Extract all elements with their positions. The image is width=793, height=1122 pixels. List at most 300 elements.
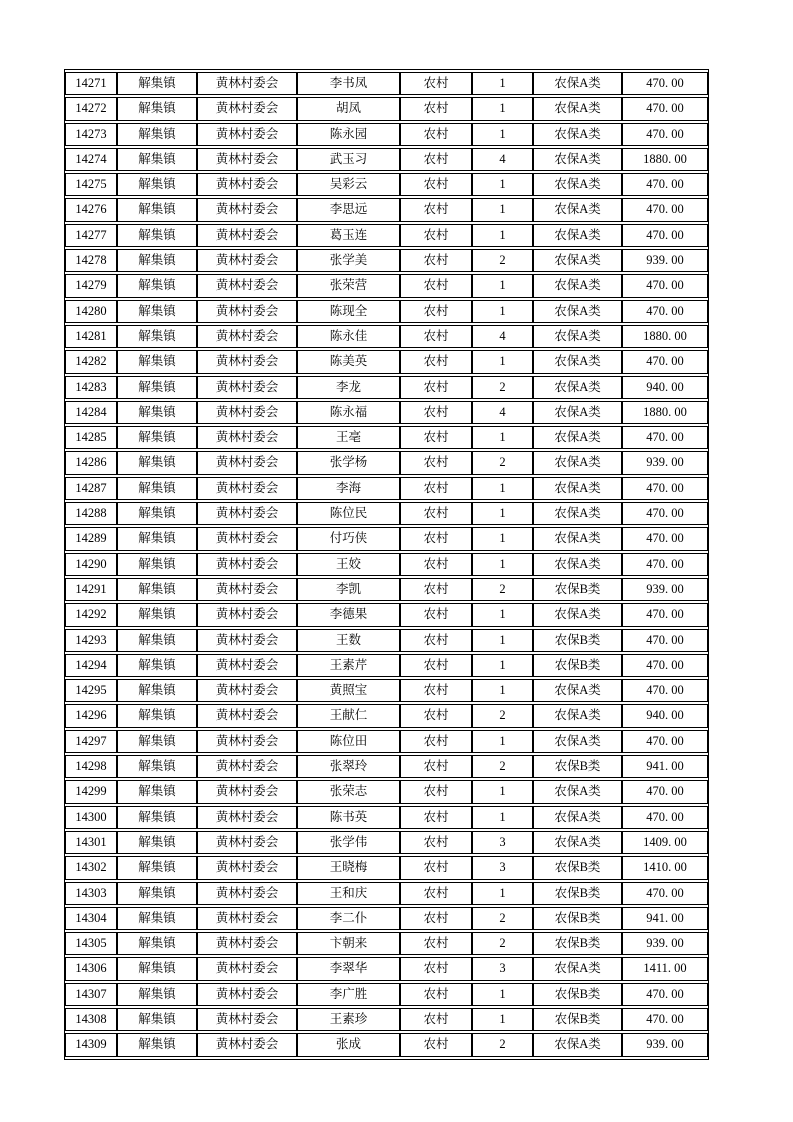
cell-serial-number: 14297 [65,730,117,753]
cell-person-count: 2 [472,578,533,601]
cell-village-committee: 黄林村委会 [197,72,297,95]
cell-amount: 939. 00 [622,932,708,955]
cell-serial-number: 14293 [65,629,117,652]
table-row [65,553,708,576]
cell-insurance-type: 农保A类 [533,1033,622,1056]
table-row [65,983,708,1006]
table-row [65,679,708,702]
cell-residence-category: 农村 [400,806,472,829]
cell-serial-number: 14307 [65,983,117,1006]
cell-person-count: 2 [472,376,533,399]
cell-village-committee: 黄林村委会 [197,578,297,601]
cell-person-name: 陈永福 [297,401,400,424]
table-row [65,527,708,550]
cell-person-name: 李凯 [297,578,400,601]
cell-amount: 941. 00 [622,755,708,778]
cell-residence-category: 农村 [400,882,472,905]
table-row [65,477,708,500]
cell-insurance-type: 农保B类 [533,578,622,601]
cell-insurance-type: 农保B类 [533,856,622,879]
cell-residence-category: 农村 [400,654,472,677]
cell-person-count: 1 [472,629,533,652]
cell-amount: 470. 00 [622,173,708,196]
cell-insurance-type: 农保A类 [533,376,622,399]
cell-village-committee: 黄林村委会 [197,1033,297,1056]
cell-serial-number: 14300 [65,806,117,829]
table-row [65,198,708,221]
cell-town: 解集镇 [117,755,197,778]
table-row [65,97,708,120]
cell-town: 解集镇 [117,451,197,474]
table-row [65,629,708,652]
cell-insurance-type: 农保A类 [533,401,622,424]
cell-person-name: 陈位民 [297,502,400,525]
cell-serial-number: 14282 [65,350,117,373]
table-row [65,882,708,905]
cell-person-count: 3 [472,957,533,980]
cell-serial-number: 14273 [65,123,117,146]
cell-serial-number: 14286 [65,451,117,474]
cell-insurance-type: 农保A类 [533,679,622,702]
cell-residence-category: 农村 [400,72,472,95]
cell-person-name: 黄照宝 [297,679,400,702]
cell-person-name: 张翠玲 [297,755,400,778]
cell-residence-category: 农村 [400,679,472,702]
cell-person-name: 王亳 [297,426,400,449]
cell-residence-category: 农村 [400,629,472,652]
cell-insurance-type: 农保B类 [533,882,622,905]
table-row [65,426,708,449]
cell-town: 解集镇 [117,527,197,550]
cell-insurance-type: 农保A类 [533,350,622,373]
cell-person-count: 2 [472,907,533,930]
cell-person-count: 1 [472,173,533,196]
cell-person-count: 1 [472,780,533,803]
cell-village-committee: 黄林村委会 [197,1008,297,1031]
cell-residence-category: 农村 [400,907,472,930]
cell-insurance-type: 农保B类 [533,907,622,930]
cell-village-committee: 黄林村委会 [197,957,297,980]
cell-person-count: 2 [472,704,533,727]
cell-person-name: 李德果 [297,603,400,626]
cell-amount: 1880. 00 [622,325,708,348]
cell-town: 解集镇 [117,502,197,525]
cell-amount: 939. 00 [622,1033,708,1056]
cell-serial-number: 14272 [65,97,117,120]
cell-serial-number: 14292 [65,603,117,626]
cell-serial-number: 14288 [65,502,117,525]
cell-insurance-type: 农保A类 [533,224,622,247]
cell-town: 解集镇 [117,401,197,424]
cell-person-count: 1 [472,730,533,753]
cell-serial-number: 14277 [65,224,117,247]
cell-serial-number: 14285 [65,426,117,449]
cell-residence-category: 农村 [400,198,472,221]
cell-person-count: 1 [472,806,533,829]
cell-person-name: 王晓梅 [297,856,400,879]
cell-residence-category: 农村 [400,249,472,272]
cell-serial-number: 14309 [65,1033,117,1056]
cell-insurance-type: 农保B类 [533,629,622,652]
cell-town: 解集镇 [117,376,197,399]
cell-person-count: 2 [472,249,533,272]
cell-person-count: 4 [472,325,533,348]
cell-insurance-type: 农保A类 [533,426,622,449]
cell-person-name: 王素珍 [297,1008,400,1031]
cell-person-count: 2 [472,451,533,474]
cell-amount: 939. 00 [622,578,708,601]
cell-village-committee: 黄林村委会 [197,730,297,753]
cell-town: 解集镇 [117,654,197,677]
cell-serial-number: 14283 [65,376,117,399]
cell-insurance-type: 农保A类 [533,451,622,474]
table-row [65,856,708,879]
cell-village-committee: 黄林村委会 [197,401,297,424]
table-row [65,173,708,196]
cell-person-count: 1 [472,274,533,297]
cell-village-committee: 黄林村委会 [197,97,297,120]
cell-insurance-type: 农保A类 [533,300,622,323]
cell-serial-number: 14275 [65,173,117,196]
cell-town: 解集镇 [117,856,197,879]
table-row [65,831,708,854]
cell-person-name: 张学杨 [297,451,400,474]
cell-village-committee: 黄林村委会 [197,325,297,348]
cell-person-count: 1 [472,350,533,373]
cell-village-committee: 黄林村委会 [197,426,297,449]
cell-person-name: 卞朝来 [297,932,400,955]
cell-insurance-type: 农保A类 [533,274,622,297]
cell-insurance-type: 农保A类 [533,173,622,196]
cell-person-count: 1 [472,198,533,221]
table-row [65,451,708,474]
cell-person-name: 李广胜 [297,983,400,1006]
cell-amount: 470. 00 [622,426,708,449]
cell-person-name: 吴彩云 [297,173,400,196]
cell-amount: 470. 00 [622,300,708,323]
cell-person-name: 李海 [297,477,400,500]
cell-village-committee: 黄林村委会 [197,831,297,854]
cell-insurance-type: 农保A类 [533,97,622,120]
cell-person-count: 2 [472,932,533,955]
table-row [65,780,708,803]
cell-person-name: 李龙 [297,376,400,399]
cell-person-name: 陈永佳 [297,325,400,348]
cell-serial-number: 14280 [65,300,117,323]
cell-village-committee: 黄林村委会 [197,477,297,500]
cell-person-count: 4 [472,401,533,424]
table-row [65,401,708,424]
table-row [65,249,708,272]
cell-residence-category: 农村 [400,1033,472,1056]
cell-town: 解集镇 [117,350,197,373]
cell-amount: 941. 00 [622,907,708,930]
cell-person-name: 张成 [297,1033,400,1056]
table-row [65,1008,708,1031]
cell-residence-category: 农村 [400,603,472,626]
cell-town: 解集镇 [117,882,197,905]
cell-village-committee: 黄林村委会 [197,882,297,905]
cell-town: 解集镇 [117,198,197,221]
cell-person-name: 张荣营 [297,274,400,297]
cell-person-count: 1 [472,527,533,550]
cell-residence-category: 农村 [400,401,472,424]
cell-person-name: 陈美英 [297,350,400,373]
cell-insurance-type: 农保A类 [533,72,622,95]
cell-amount: 470. 00 [622,654,708,677]
cell-village-committee: 黄林村委会 [197,755,297,778]
cell-person-count: 2 [472,755,533,778]
cell-serial-number: 14278 [65,249,117,272]
cell-person-name: 王和庆 [297,882,400,905]
cell-residence-category: 农村 [400,224,472,247]
cell-insurance-type: 农保A类 [533,603,622,626]
cell-person-count: 1 [472,679,533,702]
cell-person-name: 王献仁 [297,704,400,727]
table-row [65,755,708,778]
cell-insurance-type: 农保A类 [533,553,622,576]
cell-person-count: 4 [472,148,533,171]
cell-insurance-type: 农保B类 [533,983,622,1006]
table-row [65,932,708,955]
cell-town: 解集镇 [117,932,197,955]
cell-residence-category: 农村 [400,527,472,550]
table-row [65,325,708,348]
cell-amount: 470. 00 [622,806,708,829]
table-row [65,274,708,297]
cell-town: 解集镇 [117,325,197,348]
cell-person-count: 1 [472,300,533,323]
cell-amount: 470. 00 [622,224,708,247]
cell-amount: 470. 00 [622,603,708,626]
cell-serial-number: 14296 [65,704,117,727]
cell-town: 解集镇 [117,780,197,803]
cell-village-committee: 黄林村委会 [197,856,297,879]
cell-residence-category: 农村 [400,578,472,601]
cell-residence-category: 农村 [400,97,472,120]
cell-town: 解集镇 [117,224,197,247]
cell-insurance-type: 农保B类 [533,755,622,778]
cell-town: 解集镇 [117,173,197,196]
cell-town: 解集镇 [117,679,197,702]
cell-town: 解集镇 [117,97,197,120]
cell-person-name: 陈书英 [297,806,400,829]
cell-insurance-type: 农保A类 [533,730,622,753]
cell-person-name: 李二仆 [297,907,400,930]
cell-serial-number: 14291 [65,578,117,601]
cell-residence-category: 农村 [400,755,472,778]
cell-amount: 1411. 00 [622,957,708,980]
subsidy-table-body [65,72,708,1057]
cell-amount: 470. 00 [622,983,708,1006]
cell-serial-number: 14276 [65,198,117,221]
cell-town: 解集镇 [117,274,197,297]
cell-village-committee: 黄林村委会 [197,553,297,576]
cell-town: 解集镇 [117,72,197,95]
cell-residence-category: 农村 [400,856,472,879]
cell-person-name: 张荣志 [297,780,400,803]
cell-town: 解集镇 [117,957,197,980]
cell-village-committee: 黄林村委会 [197,654,297,677]
cell-residence-category: 农村 [400,148,472,171]
cell-insurance-type: 农保B类 [533,1008,622,1031]
cell-amount: 940. 00 [622,704,708,727]
cell-insurance-type: 农保A类 [533,806,622,829]
cell-person-name: 李翠华 [297,957,400,980]
cell-town: 解集镇 [117,629,197,652]
cell-person-count: 1 [472,123,533,146]
cell-person-name: 张学美 [297,249,400,272]
table-row [65,704,708,727]
cell-insurance-type: 农保A类 [533,477,622,500]
table-row [65,224,708,247]
cell-village-committee: 黄林村委会 [197,502,297,525]
cell-serial-number: 14294 [65,654,117,677]
cell-town: 解集镇 [117,831,197,854]
cell-residence-category: 农村 [400,831,472,854]
cell-town: 解集镇 [117,578,197,601]
table-row [65,72,708,95]
cell-village-committee: 黄林村委会 [197,704,297,727]
cell-serial-number: 14299 [65,780,117,803]
cell-town: 解集镇 [117,123,197,146]
cell-village-committee: 黄林村委会 [197,300,297,323]
cell-amount: 470. 00 [622,553,708,576]
cell-village-committee: 黄林村委会 [197,451,297,474]
table-row [65,603,708,626]
cell-village-committee: 黄林村委会 [197,603,297,626]
cell-person-count: 1 [472,426,533,449]
cell-person-count: 1 [472,97,533,120]
cell-amount: 470. 00 [622,730,708,753]
cell-insurance-type: 农保B类 [533,654,622,677]
cell-insurance-type: 农保A类 [533,957,622,980]
cell-person-count: 1 [472,502,533,525]
cell-residence-category: 农村 [400,553,472,576]
cell-town: 解集镇 [117,730,197,753]
cell-village-committee: 黄林村委会 [197,932,297,955]
cell-village-committee: 黄林村委会 [197,274,297,297]
cell-insurance-type: 农保B类 [533,932,622,955]
cell-amount: 470. 00 [622,97,708,120]
table-row [65,350,708,373]
table-row [65,1033,708,1056]
cell-town: 解集镇 [117,704,197,727]
cell-insurance-type: 农保A类 [533,198,622,221]
cell-amount: 1880. 00 [622,401,708,424]
cell-person-name: 张学伟 [297,831,400,854]
cell-insurance-type: 农保A类 [533,123,622,146]
cell-village-committee: 黄林村委会 [197,123,297,146]
cell-residence-category: 农村 [400,274,472,297]
cell-person-name: 李书凤 [297,72,400,95]
cell-amount: 470. 00 [622,350,708,373]
cell-serial-number: 14308 [65,1008,117,1031]
cell-village-committee: 黄林村委会 [197,249,297,272]
cell-serial-number: 14290 [65,553,117,576]
cell-village-committee: 黄林村委会 [197,983,297,1006]
cell-serial-number: 14301 [65,831,117,854]
cell-insurance-type: 农保A类 [533,831,622,854]
cell-serial-number: 14279 [65,274,117,297]
cell-town: 解集镇 [117,603,197,626]
cell-amount: 470. 00 [622,629,708,652]
cell-village-committee: 黄林村委会 [197,224,297,247]
cell-residence-category: 农村 [400,325,472,348]
cell-person-name: 陈永园 [297,123,400,146]
cell-amount: 470. 00 [622,72,708,95]
cell-serial-number: 14295 [65,679,117,702]
cell-village-committee: 黄林村委会 [197,148,297,171]
cell-residence-category: 农村 [400,957,472,980]
cell-insurance-type: 农保A类 [533,249,622,272]
cell-serial-number: 14287 [65,477,117,500]
cell-residence-category: 农村 [400,730,472,753]
cell-amount: 1409. 00 [622,831,708,854]
table-row [65,376,708,399]
cell-person-count: 2 [472,1033,533,1056]
cell-person-name: 李思远 [297,198,400,221]
cell-residence-category: 农村 [400,350,472,373]
cell-town: 解集镇 [117,477,197,500]
cell-amount: 1410. 00 [622,856,708,879]
cell-residence-category: 农村 [400,780,472,803]
cell-residence-category: 农村 [400,502,472,525]
cell-town: 解集镇 [117,907,197,930]
cell-residence-category: 农村 [400,123,472,146]
cell-village-committee: 黄林村委会 [197,198,297,221]
cell-town: 解集镇 [117,249,197,272]
cell-person-count: 1 [472,1008,533,1031]
cell-town: 解集镇 [117,300,197,323]
cell-amount: 1880. 00 [622,148,708,171]
cell-person-count: 3 [472,856,533,879]
table-row [65,300,708,323]
cell-town: 解集镇 [117,148,197,171]
cell-person-count: 3 [472,831,533,854]
cell-town: 解集镇 [117,553,197,576]
cell-amount: 939. 00 [622,249,708,272]
cell-town: 解集镇 [117,806,197,829]
table-row [65,148,708,171]
cell-insurance-type: 农保A类 [533,780,622,803]
cell-residence-category: 农村 [400,932,472,955]
cell-serial-number: 14306 [65,957,117,980]
cell-serial-number: 14303 [65,882,117,905]
cell-amount: 940. 00 [622,376,708,399]
cell-serial-number: 14302 [65,856,117,879]
cell-residence-category: 农村 [400,451,472,474]
cell-insurance-type: 农保A类 [533,527,622,550]
table-row [65,907,708,930]
table-row [65,957,708,980]
cell-person-count: 1 [472,882,533,905]
cell-town: 解集镇 [117,983,197,1006]
cell-residence-category: 农村 [400,704,472,727]
cell-village-committee: 黄林村委会 [197,679,297,702]
cell-serial-number: 14281 [65,325,117,348]
cell-person-name: 陈位田 [297,730,400,753]
cell-person-name: 王姣 [297,553,400,576]
cell-village-committee: 黄林村委会 [197,350,297,373]
table-row [65,806,708,829]
cell-village-committee: 黄林村委会 [197,907,297,930]
cell-residence-category: 农村 [400,376,472,399]
cell-person-count: 1 [472,553,533,576]
cell-residence-category: 农村 [400,1008,472,1031]
cell-insurance-type: 农保A类 [533,704,622,727]
cell-amount: 470. 00 [622,477,708,500]
